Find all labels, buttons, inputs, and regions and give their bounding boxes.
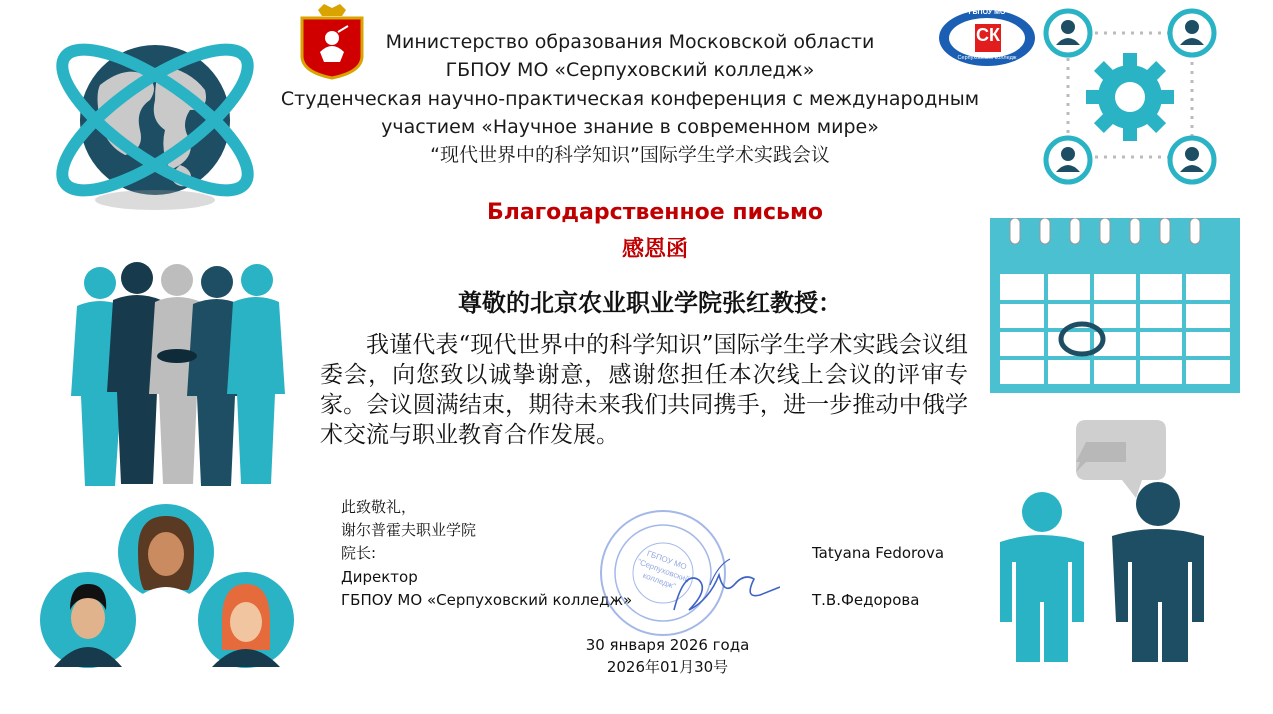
network-gear-icon	[1040, 5, 1220, 190]
header-conference-cn: “现代世界中的科学知识”国际学生学术实践会议	[430, 144, 830, 166]
closing-phrase: 此致敬礼，	[341, 498, 417, 516]
college-logo-letters: СК	[976, 25, 1000, 45]
header-ministry: Министерство образования Московской области	[385, 31, 875, 53]
institution-cn: 谢尔普霍夫职业学院	[341, 521, 477, 539]
salutation: 尊敬的北京农业职业学院张红教授：	[458, 289, 842, 317]
signer-name-en: Tatyana Fedorova	[812, 544, 945, 562]
header-conference-line1: Студенческая научно-практическая конференция с международным	[280, 88, 980, 110]
calendar-icon	[990, 218, 1240, 393]
role-ru: Директор	[341, 568, 418, 586]
document-title-ru: Благодарственное письмо	[486, 200, 824, 225]
college-logo-top-text: ГБПОУ МО	[968, 9, 1006, 16]
avatars-group-icon	[38, 502, 298, 672]
institution-ru: ГБПОУ МО «Серпуховский колледж»	[341, 591, 633, 609]
date-ru: 30 января 2026 года	[585, 636, 750, 654]
team-people-icon	[65, 258, 290, 490]
conversation-people-icon	[990, 420, 1210, 665]
header-college: ГБПОУ МО «Серпуховский колледж»	[445, 59, 815, 81]
stamp-text: ГБПОУ МО "Серпуховский колледж"	[636, 548, 691, 591]
date-cn: 2026年01月30号	[606, 658, 729, 676]
role-cn: 院长:	[341, 544, 377, 562]
header-conference-line2: участием «Научное знание в современном мире»	[381, 116, 879, 138]
signer-name-ru: Т.В.Федорова	[812, 591, 920, 609]
college-logo-bottom-text: Серпуховский колледж	[957, 55, 1017, 61]
globe-atom-icon	[30, 5, 270, 240]
letter-body: 我谨代表“现代世界中的科学知识”国际学生学术实践会议组委会，向您致以诚挚谢意，感谢您担任本次线上会议的评审专家。会议圆满结束，期待未来我们共同携手，进一步推动中俄学术交流与职业教育合作发展。	[320, 332, 968, 448]
handwritten-signature	[660, 555, 780, 625]
document-title-cn: 感恩函	[621, 237, 688, 262]
